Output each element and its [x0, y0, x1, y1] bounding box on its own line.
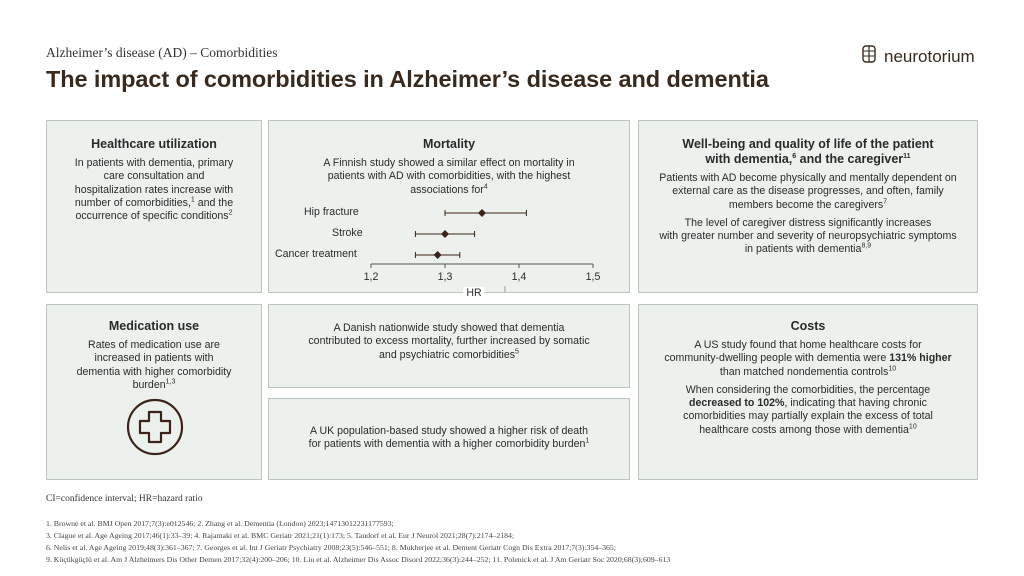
footnote: 1. Browne et al. BMJ Open 2017;7(3):e012546; 2. Zhang et al. Dementia (London) 2023;14713012231177593;	[46, 519, 394, 528]
uk-line: A UK population-based study showed a higher risk of death	[310, 425, 588, 437]
medication-use-card	[46, 304, 262, 480]
medication-line: increased in patients with	[94, 352, 214, 365]
costs-line: healthcare costs among those with dementia$^{10}$	[699, 423, 917, 436]
costs-heading: Costs	[790, 319, 826, 333]
medication-line: Rates of medication use are	[88, 339, 220, 351]
medical-cross-icon	[125, 397, 185, 462]
footnote: 3. Clague et al. Age Ageing 2017;46(1):33–39; 4. Rajamaki et al. BMC Geriatr 2021;21(1):173; 5. Taudorf et al. Eur J Neurol 2021;28(7):2174–2184;	[46, 531, 515, 540]
footnote: 9. Küçükgüçlü et al. Am J Alzheimers Dis Other Demen 2017;32(4):200–206; 10. Liu et al. Alzheimer Dis Assoc Disord 2022;36(3):244–252; 11. Polenick et al. J Am Geriatr Soc 2020;68(3):609–613	[46, 555, 671, 564]
hr-point-marker	[434, 251, 442, 259]
healthcare-line: care consultation and	[103, 170, 205, 183]
costs-line: community-dwelling people with dementia were 131% higher	[664, 352, 952, 365]
forest-plot-svg	[269, 121, 629, 292]
healthcare-line: hospitalization rates increase with	[74, 183, 234, 196]
mortality-line: associations for$^4$	[410, 183, 488, 196]
wellbeing-text	[639, 172, 977, 257]
wellbeing-line: in patients with dementia$^{8,9}$	[744, 242, 872, 256]
costs-line: A US study found that home healthcare costs for	[694, 339, 922, 351]
hr-point-marker	[478, 209, 486, 217]
healthcare-line: occurrence of specific conditions$^2$	[75, 209, 233, 223]
wellbeing-line: members become the caregivers$^7$	[728, 198, 888, 211]
danish-text	[269, 322, 629, 362]
page-title: The impact of comorbidities in Alzheimer’s disease and dementia	[46, 66, 769, 92]
x-tick-label: 1,4	[511, 271, 527, 283]
medication-line: burden$^{1,3}$	[132, 378, 176, 391]
danish-line: contributed to excess mortality, further increased by somatic	[308, 335, 590, 348]
costs-card	[638, 304, 978, 480]
medication-text	[47, 339, 261, 392]
wellbeing-card	[638, 120, 978, 293]
healthcare-text	[47, 157, 261, 223]
logo	[860, 44, 975, 69]
section-kicker: Alzheimer’s disease (AD) – Comorbidities	[46, 45, 278, 60]
brain-icon	[860, 44, 878, 69]
hr-point-marker	[441, 230, 449, 238]
abbreviations: CI=confidence interval; HR=hazard ratio	[46, 494, 203, 504]
uk-text	[269, 425, 629, 452]
row-label-stroke: Stroke	[332, 227, 363, 239]
healthcare-utilization-card	[46, 120, 262, 293]
uk-line: for patients with dementia with a higher comorbidity burden$^1$	[308, 437, 590, 451]
costs-line: comorbidities may partially explain the excess of total	[683, 410, 933, 423]
row-label-hip-fracture: Hip fracture	[304, 206, 359, 218]
danish-line: A Danish nationwide study showed that dementia	[333, 322, 565, 334]
danish-study-card	[268, 304, 630, 388]
wellbeing-line: The level of caregiver distress significantly increases	[684, 216, 932, 229]
mortality-line: A Finnish study showed a similar effect on mortality in	[323, 157, 575, 169]
x-tick-label: 1,5	[585, 271, 601, 283]
danish-line: and psychiatric comorbidities$^5$	[379, 348, 519, 361]
wellbeing-line: external care as the disease progresses, and often, family	[672, 185, 944, 198]
healthcare-line: number of comorbidities,$^1$ and the	[74, 196, 234, 209]
healthcare-line: In patients with dementia, primary	[74, 157, 234, 169]
x-tick-label: 1,2	[363, 271, 379, 283]
mortality-heading: Mortality	[422, 137, 476, 151]
wellbeing-line: Patients with AD become physically and mentally dependent on	[659, 172, 957, 184]
costs-line: decreased to 102%, indicating that having chronic	[689, 397, 927, 410]
uk-study-card	[268, 398, 630, 480]
wellbeing-heading: Well-being and quality of life of the patient with dementia,$^6$ and the caregiver$^{11}$	[682, 137, 934, 166]
mortality-line: patients with AD with comorbidities, with the highest	[327, 170, 571, 183]
footnote: 6. Nelis et al. Age Ageing 2019;48(3):361–367; 7. Georges et al. Int J Geriatr Psychiatry 2008;23(5):546–551; 8. Mukherjee et al. Dement Geriatr Cogn Dis Extra 2017;7(3):354–365;	[46, 543, 617, 552]
costs-text	[639, 339, 977, 437]
mortality-card	[268, 120, 630, 293]
wellbeing-line: with greater number and severity of neuropsychiatric symptoms	[659, 230, 957, 243]
costs-line: When considering the comorbidities, the percentage	[685, 383, 931, 396]
x-tick-label: 1,3	[437, 271, 453, 283]
logo-text: neurotorium	[884, 46, 975, 66]
medication-line: dementia with higher comorbidity	[76, 365, 232, 378]
x-axis-label: HR	[463, 287, 484, 299]
row-label-cancer-treatment: Cancer treatment	[275, 248, 357, 260]
costs-line: than matched nondementia controls$^{10}$	[719, 365, 897, 378]
medication-heading: Medication use	[108, 319, 200, 333]
healthcare-heading: Healthcare utilization	[91, 137, 217, 151]
